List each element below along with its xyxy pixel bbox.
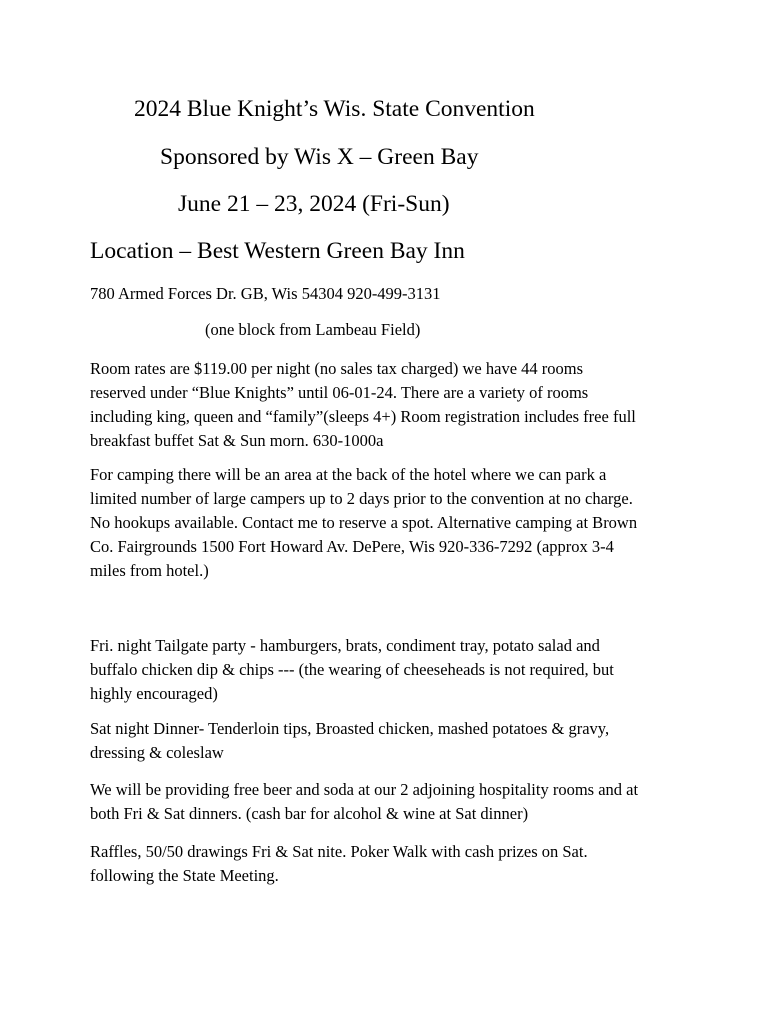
title-line-2: Sponsored by Wis X – Green Bay [160, 144, 479, 170]
rooms-line: reserved under “Blue Knights” until 06-01-24. There are a variety of rooms [90, 383, 589, 402]
title-line-3: June 21 – 23, 2024 (Fri-Sun) [178, 191, 450, 217]
beverages-paragraph [90, 778, 690, 826]
rooms-line: breakfast buffet Sat & Sun morn. 630-1000a [90, 431, 384, 450]
saturday-paragraph [90, 717, 690, 765]
title-line-1: 2024 Blue Knight’s Wis. State Convention [134, 96, 535, 122]
friday-line: buffalo chicken dip & chips --- (the wearing of cheeseheads is not required, but [90, 660, 614, 679]
saturday-line: dressing & coleslaw [90, 743, 224, 762]
saturday-line: Sat night Dinner- Tenderloin tips, Broasted chicken, mashed potatoes & gravy, [90, 719, 610, 738]
address-note: (one block from Lambeau Field) [205, 320, 421, 339]
camping-line: Co. Fairgrounds 1500 Fort Howard Av. DePere, Wis 920-336-7292 (approx 3-4 [90, 537, 614, 556]
rooms-paragraph [90, 357, 690, 453]
address-line: 780 Armed Forces Dr. GB, Wis 54304 920-499-3131 [90, 284, 441, 303]
friday-line: Fri. night Tailgate party - hamburgers, brats, condiment tray, potato salad and [90, 636, 600, 655]
camping-line: limited number of large campers up to 2 days prior to the convention at no charge. [90, 489, 633, 508]
beverages-line: We will be providing free beer and soda at our 2 adjoining hospitality rooms and at [90, 780, 639, 799]
raffles-paragraph [90, 840, 690, 888]
beverages-line: both Fri & Sat dinners. (cash bar for alcohol & wine at Sat dinner) [90, 804, 529, 823]
location-heading: Location – Best Western Green Bay Inn [90, 238, 465, 264]
raffles-line: following the State Meeting. [90, 866, 279, 885]
camping-paragraph [90, 463, 690, 583]
camping-line: For camping there will be an area at the back of the hotel where we can park a [90, 465, 607, 484]
friday-paragraph [90, 634, 690, 706]
camping-line: miles from hotel.) [90, 561, 209, 580]
friday-line: highly encouraged) [90, 684, 218, 703]
rooms-line: Room rates are $119.00 per night (no sales tax charged) we have 44 rooms [90, 359, 584, 378]
raffles-line: Raffles, 50/50 drawings Fri & Sat nite. Poker Walk with cash prizes on Sat. [90, 842, 588, 861]
camping-line: No hookups available. Contact me to reserve a spot. Alternative camping at Brown [90, 513, 638, 532]
rooms-line: including king, queen and “family”(sleeps 4+) Room registration includes free full [90, 407, 636, 426]
